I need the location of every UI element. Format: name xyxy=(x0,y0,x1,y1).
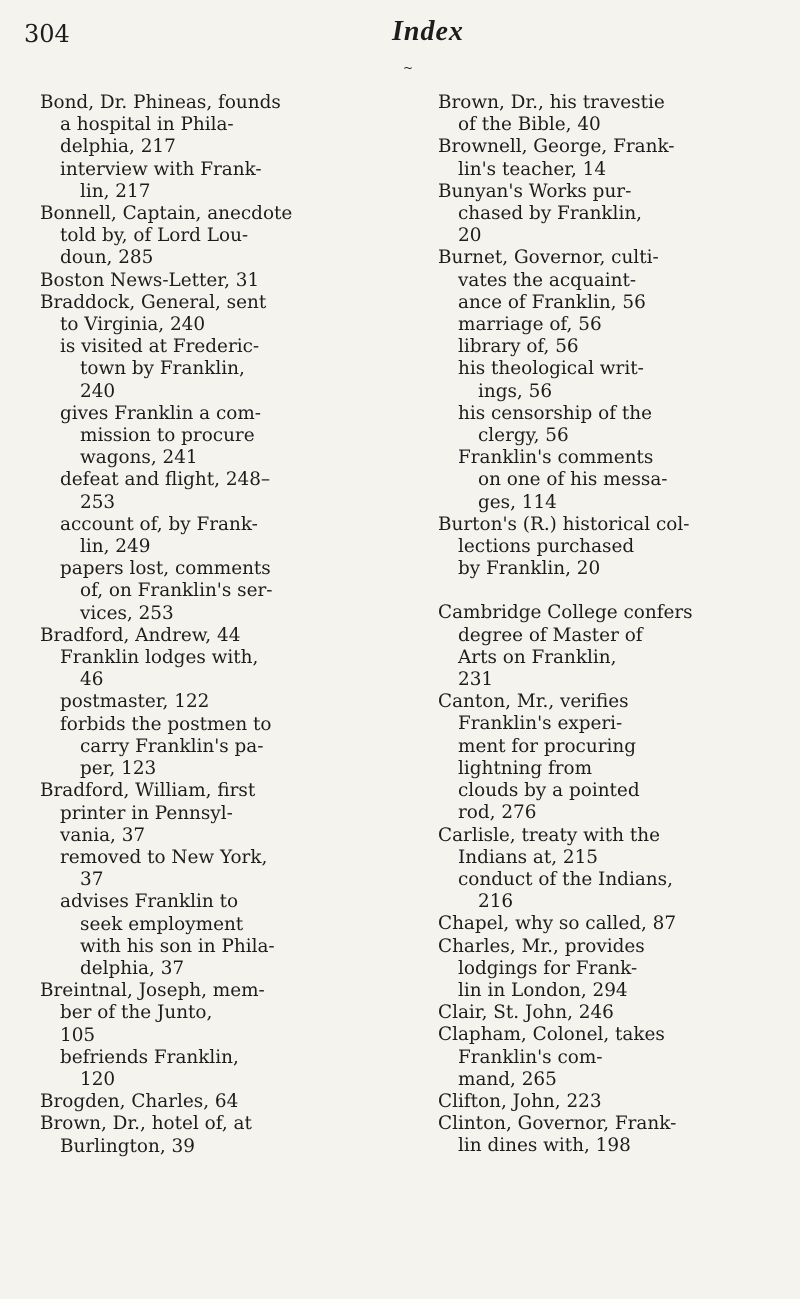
index-line: chased by Franklin, xyxy=(458,203,643,225)
index-column-left xyxy=(40,92,378,1158)
index-line: of, on Franklin's ser- xyxy=(80,580,273,602)
running-title: Index xyxy=(392,16,464,47)
index-line: ings, 56 xyxy=(478,380,553,402)
ornament-mark: ~ xyxy=(403,61,414,75)
index-line: Bradford, Andrew, 44 xyxy=(40,624,241,646)
index-entry xyxy=(438,825,776,869)
index-subentry xyxy=(40,403,378,470)
index-line: by Franklin, 20 xyxy=(458,558,601,580)
index-line: lections purchased xyxy=(458,536,635,558)
index-line: interview with Frank- xyxy=(60,158,262,180)
index-line: clouds by a pointed xyxy=(458,780,640,802)
index-line: of the Bible, 40 xyxy=(458,114,601,136)
index-line: ment for procuring xyxy=(458,735,636,757)
index-line: Franklin's comments xyxy=(458,447,654,469)
index-line: a hospital in Phila- xyxy=(60,114,234,136)
index-line: Franklin's com- xyxy=(458,1046,603,1068)
index-line: Franklin's experi- xyxy=(458,713,623,735)
index-line: Burnet, Governor, culti- xyxy=(438,247,659,269)
index-line: Arts on Franklin, xyxy=(458,646,617,668)
index-line: 253 xyxy=(80,491,116,513)
index-subentry xyxy=(40,1047,378,1091)
index-line: Franklin lodges with, xyxy=(60,647,259,669)
index-line: ance of Franklin, 56 xyxy=(458,291,646,313)
index-line: seek employment xyxy=(80,913,244,935)
index-line: conduct of the Indians, xyxy=(458,868,673,890)
index-line: to Virginia, 240 xyxy=(60,314,206,336)
index-entry xyxy=(438,181,776,248)
index-subentry xyxy=(40,891,378,980)
index-line: befriends Franklin, xyxy=(60,1046,239,1068)
index-line: Clair, St. John, 246 xyxy=(438,1002,614,1024)
index-column-right xyxy=(438,92,776,1158)
index-line: lin, 217 xyxy=(80,180,151,202)
index-entry xyxy=(438,136,776,180)
index-line: 240 xyxy=(80,380,116,402)
index-entry xyxy=(438,1113,776,1157)
index-line: mand, 265 xyxy=(458,1068,557,1090)
index-line: Canton, Mr., verifies xyxy=(438,691,629,713)
index-line: lin, 249 xyxy=(80,536,151,558)
index-entry xyxy=(438,691,776,824)
index-entry xyxy=(438,514,776,581)
index-line: marriage of, 56 xyxy=(458,314,602,336)
index-line: vices, 253 xyxy=(80,602,174,624)
index-line: Bunyan's Works pur- xyxy=(438,180,632,202)
page-header xyxy=(0,16,800,75)
index-entry xyxy=(438,247,776,314)
index-line: Charles, Mr., provides xyxy=(438,935,645,957)
index-line: Breintnal, Joseph, mem- xyxy=(40,980,265,1002)
index-line: rod, 276 xyxy=(458,802,537,824)
index-line: ber of the Junto, xyxy=(60,1002,213,1024)
index-subentry xyxy=(438,358,776,402)
index-line: gives Franklin a com- xyxy=(60,402,262,424)
index-entry xyxy=(438,1024,776,1091)
index-line: vates the acquaint- xyxy=(458,269,637,291)
index-line: defeat and flight, 248– xyxy=(60,469,271,491)
index-subentry xyxy=(438,447,776,514)
index-line: 20 xyxy=(458,225,482,247)
index-line: ges, 114 xyxy=(478,491,557,513)
index-line: library of, 56 xyxy=(458,336,579,358)
index-line: Burlington, 39 xyxy=(60,1135,195,1157)
index-entry xyxy=(438,602,776,691)
index-entry xyxy=(40,292,378,336)
index-line: doun, 285 xyxy=(60,247,154,269)
index-line: lin dines with, 198 xyxy=(458,1135,631,1157)
index-subentry xyxy=(40,558,378,625)
index-line: Brown, Dr., his travestie xyxy=(438,92,665,113)
index-line: clergy, 56 xyxy=(478,425,569,447)
index-entry xyxy=(40,780,378,847)
index-entry xyxy=(438,1002,776,1024)
index-line: Cambridge College confers xyxy=(438,602,693,624)
index-line: forbids the postmen to xyxy=(60,713,272,735)
index-line: Bond, Dr. Phineas, founds xyxy=(40,92,281,113)
index-line: Clapham, Colonel, takes xyxy=(438,1024,665,1046)
index-subentry xyxy=(40,514,378,558)
index-line: 216 xyxy=(478,891,514,913)
index-line: 105 xyxy=(60,1024,96,1046)
index-line: per, 123 xyxy=(80,758,157,780)
index-line: vania, 37 xyxy=(60,824,146,846)
index-line: Braddock, General, sent xyxy=(40,291,267,313)
index-line: Brown, Dr., hotel of, at xyxy=(40,1113,252,1135)
index-line: Bonnell, Captain, anecdote xyxy=(40,203,293,225)
index-entry xyxy=(438,936,776,1003)
index-line: on one of his messa- xyxy=(478,469,668,491)
index-line: 120 xyxy=(80,1068,116,1090)
index-line: mission to procure xyxy=(80,425,255,447)
index-line: lin in London, 294 xyxy=(458,979,628,1001)
index-entry xyxy=(40,203,378,270)
index-line: Boston News-Letter, 31 xyxy=(40,269,260,291)
index-line: Indians at, 215 xyxy=(458,846,599,868)
index-line: his theological writ- xyxy=(458,358,644,380)
index-line: postmaster, 122 xyxy=(60,691,210,713)
index-line: with his son in Phila- xyxy=(80,935,275,957)
index-entry xyxy=(40,92,378,159)
index-line: removed to New York, xyxy=(60,846,268,868)
index-line: 46 xyxy=(80,669,104,691)
index-subentry xyxy=(40,691,378,713)
index-line: delphia, 217 xyxy=(60,136,176,158)
index-line: advises Franklin to xyxy=(60,891,239,913)
index-subentry xyxy=(40,336,378,403)
index-line: his censorship of the xyxy=(458,402,652,424)
section-gap xyxy=(438,580,776,602)
index-line: wagons, 241 xyxy=(80,447,198,469)
index-line: degree of Master of xyxy=(458,624,643,646)
index-line: carry Franklin's pa- xyxy=(80,735,264,757)
index-line: papers lost, comments xyxy=(60,558,271,580)
index-line: Carlisle, treaty with the xyxy=(438,824,660,846)
index-entry xyxy=(438,1091,776,1113)
index-line: told by, of Lord Lou- xyxy=(60,225,249,247)
index-entry xyxy=(40,270,378,292)
index-entry xyxy=(438,92,776,136)
index-line: Bradford, William, first xyxy=(40,780,256,802)
index-subentry xyxy=(40,159,378,203)
index-line: 231 xyxy=(458,669,494,691)
index-line: Brownell, George, Frank- xyxy=(438,136,675,158)
index-line: lightning from xyxy=(458,757,593,779)
index-line: lin's teacher, 14 xyxy=(458,158,607,180)
index-subentry xyxy=(438,314,776,336)
index-line: is visited at Frederic- xyxy=(60,336,260,358)
index-subentry xyxy=(438,336,776,358)
page-number: 304 xyxy=(24,20,70,48)
index-line: printer in Pennsyl- xyxy=(60,802,233,824)
index-line: Clifton, John, 223 xyxy=(438,1090,602,1112)
index-subentry xyxy=(438,403,776,447)
index-subentry xyxy=(40,847,378,891)
index-line: delphia, 37 xyxy=(80,957,185,979)
index-subentry xyxy=(40,469,378,513)
index-line: Clinton, Governor, Frank- xyxy=(438,1113,677,1135)
index-line: 37 xyxy=(80,869,104,891)
index-line: Brogden, Charles, 64 xyxy=(40,1091,239,1113)
index-entry xyxy=(40,1091,378,1113)
index-line: lodgings for Frank- xyxy=(458,957,638,979)
index-subentry xyxy=(438,869,776,913)
index-entry xyxy=(40,1113,378,1157)
index-entry xyxy=(438,913,776,935)
index-line: Chapel, why so called, 87 xyxy=(438,913,677,935)
index-entry xyxy=(40,625,378,647)
index-subentry xyxy=(40,714,378,781)
index-line: Burton's (R.) historical col- xyxy=(438,513,690,535)
index-line: town by Franklin, xyxy=(80,358,245,380)
index-subentry xyxy=(40,647,378,691)
index-line: account of, by Frank- xyxy=(60,513,258,535)
index-entry xyxy=(40,980,378,1047)
